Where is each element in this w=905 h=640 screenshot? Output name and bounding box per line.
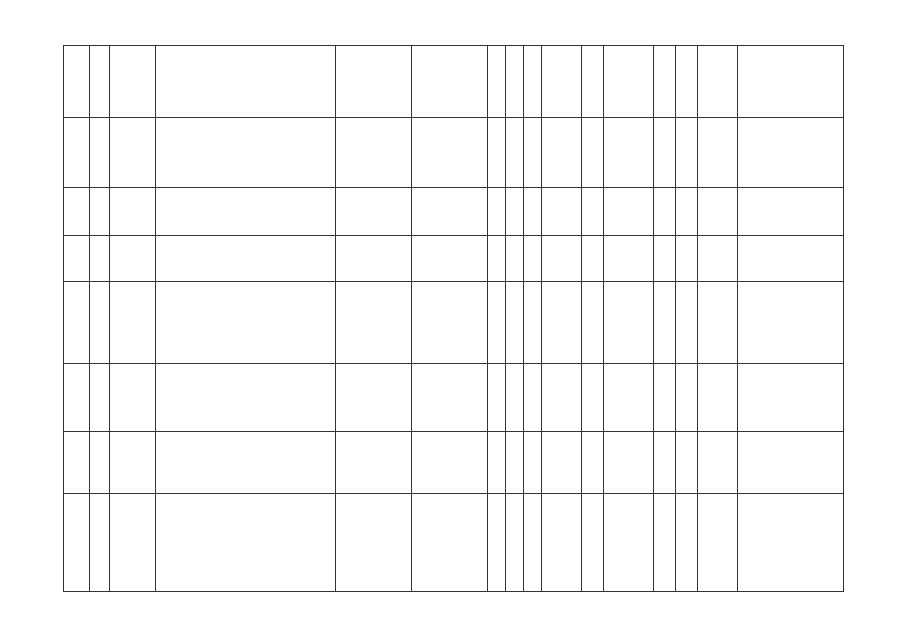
table-cell	[604, 236, 654, 282]
table-cell	[676, 364, 698, 432]
table-cell	[738, 188, 844, 236]
table-cell	[412, 188, 488, 236]
table-cell	[156, 46, 336, 118]
table-cell	[604, 364, 654, 432]
table-cell	[542, 46, 582, 118]
table-cell	[488, 118, 506, 188]
table-cell	[738, 46, 844, 118]
table-cell	[110, 118, 156, 188]
table-cell	[336, 364, 412, 432]
table-cell	[90, 494, 110, 592]
table-cell	[698, 282, 738, 364]
table-cell	[542, 494, 582, 592]
table-cell	[506, 236, 524, 282]
table-cell	[524, 236, 542, 282]
table-row	[64, 494, 844, 592]
table-cell	[654, 188, 676, 236]
table-cell	[676, 494, 698, 592]
table-cell	[524, 46, 542, 118]
table-cell	[542, 236, 582, 282]
table-cell	[412, 236, 488, 282]
table-row	[64, 282, 844, 364]
table-cell	[412, 494, 488, 592]
table-cell	[64, 118, 90, 188]
table-cell	[64, 236, 90, 282]
table-cell	[604, 494, 654, 592]
table-cell	[582, 46, 604, 118]
table-cell	[676, 118, 698, 188]
table-cell	[110, 188, 156, 236]
table-cell	[110, 236, 156, 282]
table-cell	[604, 282, 654, 364]
table-cell	[90, 282, 110, 364]
table-cell	[524, 282, 542, 364]
table-cell	[542, 188, 582, 236]
table-cell	[676, 236, 698, 282]
table-cell	[506, 188, 524, 236]
table-cell	[604, 118, 654, 188]
table-cell	[412, 282, 488, 364]
table-row	[64, 236, 844, 282]
table-cell	[524, 188, 542, 236]
table-cell	[524, 364, 542, 432]
table-cell	[90, 46, 110, 118]
table-cell	[64, 188, 90, 236]
table-cell	[654, 282, 676, 364]
table-cell	[698, 46, 738, 118]
table-cell	[412, 432, 488, 494]
table-cell	[582, 118, 604, 188]
table-cell	[488, 188, 506, 236]
table-cell	[64, 46, 90, 118]
table-cell	[90, 188, 110, 236]
table-cell	[582, 432, 604, 494]
document-sheet	[63, 45, 843, 591]
table-cell	[506, 432, 524, 494]
table-cell	[412, 118, 488, 188]
table-cell	[64, 282, 90, 364]
table-cell	[698, 236, 738, 282]
table-cell	[156, 282, 336, 364]
table-cell	[654, 46, 676, 118]
table-cell	[698, 364, 738, 432]
table-cell	[738, 432, 844, 494]
table-cell	[698, 188, 738, 236]
table-cell	[412, 46, 488, 118]
records-table	[63, 45, 844, 592]
table-cell	[110, 46, 156, 118]
table-cell	[64, 364, 90, 432]
table-row	[64, 188, 844, 236]
table-cell	[156, 494, 336, 592]
table-cell	[336, 46, 412, 118]
table-cell	[542, 282, 582, 364]
table-cell	[698, 494, 738, 592]
table-cell	[654, 236, 676, 282]
table-cell	[506, 494, 524, 592]
table-cell	[64, 494, 90, 592]
table-cell	[156, 364, 336, 432]
table-cell	[542, 118, 582, 188]
table-cell	[110, 432, 156, 494]
table-cell	[110, 282, 156, 364]
table-cell	[488, 432, 506, 494]
table-cell	[654, 494, 676, 592]
table-cell	[542, 364, 582, 432]
table-cell	[524, 432, 542, 494]
table-cell	[336, 494, 412, 592]
table-cell	[64, 432, 90, 494]
table-cell	[676, 432, 698, 494]
table-cell	[488, 494, 506, 592]
table-cell	[412, 364, 488, 432]
table-cell	[582, 364, 604, 432]
table-cell	[604, 188, 654, 236]
table-cell	[506, 364, 524, 432]
table-row	[64, 364, 844, 432]
table-cell	[110, 364, 156, 432]
table-cell	[336, 236, 412, 282]
table-cell	[654, 432, 676, 494]
table-cell	[156, 188, 336, 236]
table-cell	[156, 432, 336, 494]
table-cell	[506, 118, 524, 188]
table-cell	[336, 188, 412, 236]
table-cell	[336, 282, 412, 364]
table-cell	[698, 118, 738, 188]
table-cell	[542, 432, 582, 494]
table-cell	[524, 494, 542, 592]
table-cell	[156, 118, 336, 188]
table-cell	[90, 236, 110, 282]
table-row	[64, 46, 844, 118]
table-cell	[676, 282, 698, 364]
table-row	[64, 432, 844, 494]
table-cell	[582, 236, 604, 282]
table-cell	[654, 118, 676, 188]
table-cell	[604, 432, 654, 494]
table-cell	[488, 236, 506, 282]
table-cell	[110, 494, 156, 592]
table-cell	[90, 432, 110, 494]
table-cell	[90, 118, 110, 188]
table-cell	[90, 364, 110, 432]
table-cell	[698, 432, 738, 494]
table-row	[64, 118, 844, 188]
table-cell	[738, 118, 844, 188]
table-cell	[582, 188, 604, 236]
table-cell	[654, 364, 676, 432]
table-cell	[582, 282, 604, 364]
table-cell	[156, 236, 336, 282]
table-cell	[738, 494, 844, 592]
table-cell	[738, 364, 844, 432]
table-cell	[582, 494, 604, 592]
table-cell	[604, 46, 654, 118]
table-cell	[738, 282, 844, 364]
table-cell	[676, 46, 698, 118]
table-cell	[506, 46, 524, 118]
table-cell	[488, 46, 506, 118]
table-cell	[738, 236, 844, 282]
table-cell	[488, 364, 506, 432]
table-cell	[524, 118, 542, 188]
table-cell	[676, 188, 698, 236]
table-cell	[336, 432, 412, 494]
table-cell	[506, 282, 524, 364]
table-cell	[336, 118, 412, 188]
table-cell	[488, 282, 506, 364]
